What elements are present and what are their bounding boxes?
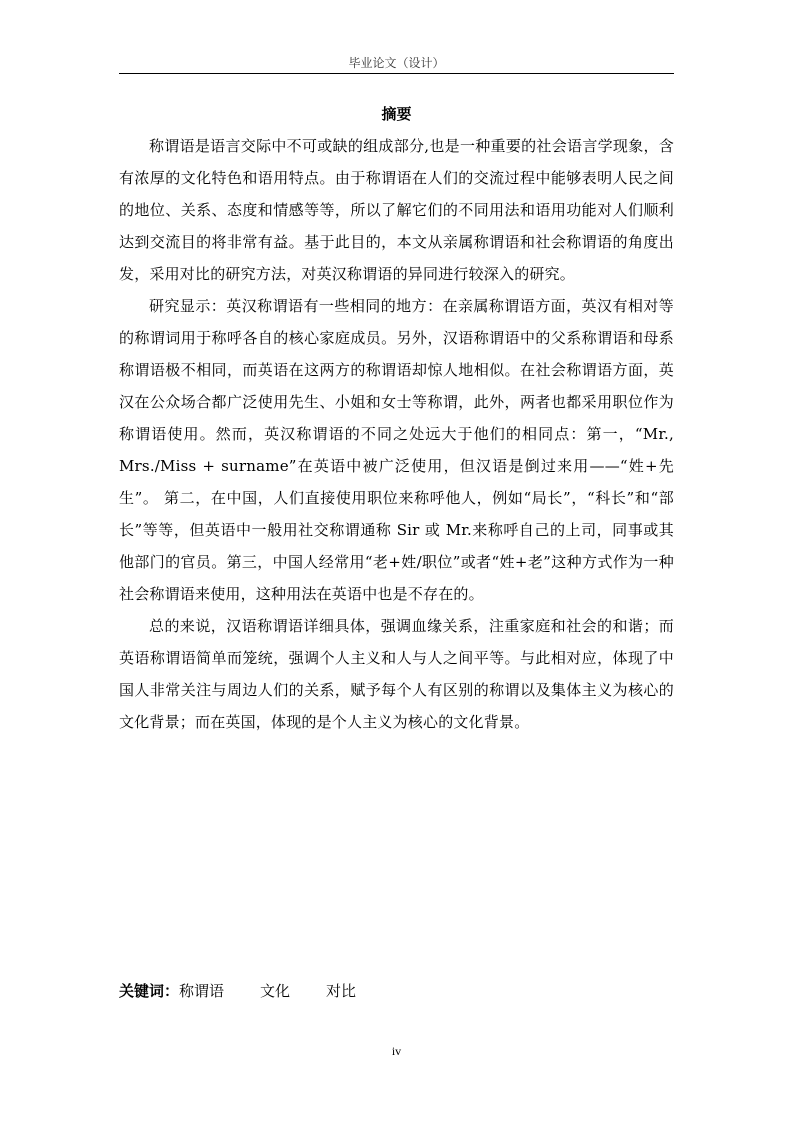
keyword-item: 对比 xyxy=(326,982,357,1000)
abstract-title: 摘要 xyxy=(381,105,412,123)
keyword-item: 称谓语 xyxy=(179,982,225,1000)
abstract-paragraph: 称谓语是语言交际中不可或缺的组成部分,也是一种重要的社会语言学现象，含有浓厚的文化特色和语用特点。由于称谓语在人们的交流过程中能够表明人民之间的地位、关系、态度和情感等等，所以了解它们的不同用法和语用功能对人们顺利达到交流目的将非常有益。基于此目的，本文从亲属称谓语和社会称谓语的角度出发，采用对比的研究方法，对英汉称谓语的异同进行较深入的研究。 xyxy=(119,137,674,283)
abstract-paragraph: 研究显示：英汉称谓语有一些相同的地方：在亲属称谓语方面，英汉有相对等的称谓词用于称呼各自的核心家庭成员。另外，汉语称谓语中的父系称谓语和母系称谓语极不相同，而英语在这两方的称谓语却惊人地相似。在社会称谓语方面，英汉在公众场合都广泛使用先生、小姐和女士等称谓，此外，两者也都采用职位作为称谓语使用。然而，英汉称谓语的不同之处远大于他们的相同点：第一，“Mr., Mrs./Miss + surname”在英语中被广泛使用，但汉语是倒过来用——“姓+先生”。 第二，在中国，人们直接使用职位来称呼他人，例如“局长”，“科长”和“部长”等等，但英语中一般用社交称谓通称 Sir 或 Mr.来称呼自己的上司，同事或其他部门的官员。第三，中国人经常用“老+姓/职位”或者“姓+老”这种方式作为一种社会称谓语来使用，这种用法在英语中也是不存在的。 xyxy=(119,297,674,603)
page-number: iv xyxy=(391,1044,402,1058)
abstract-paragraph: 总的来说，汉语称谓语详细具体，强调血缘关系，注重家庭和社会的和谐；而英语称谓语简单而笼统，强调个人主义和人与人之间平等。与此相对应，体现了中国人非常关注与周边人们的关系，赋予每个人有区别的称谓以及集体主义为核心的文化背景；而在英国，体现的是个人主义为核心的文化背景。 xyxy=(119,617,674,731)
keywords-label: 关键词： xyxy=(119,982,180,1000)
running-header: 毕业论文（设计） xyxy=(348,56,445,70)
abstract-body xyxy=(119,130,674,738)
keyword-item: 文化 xyxy=(260,982,291,1000)
keywords-line xyxy=(119,980,392,1002)
header-rule xyxy=(119,73,674,74)
